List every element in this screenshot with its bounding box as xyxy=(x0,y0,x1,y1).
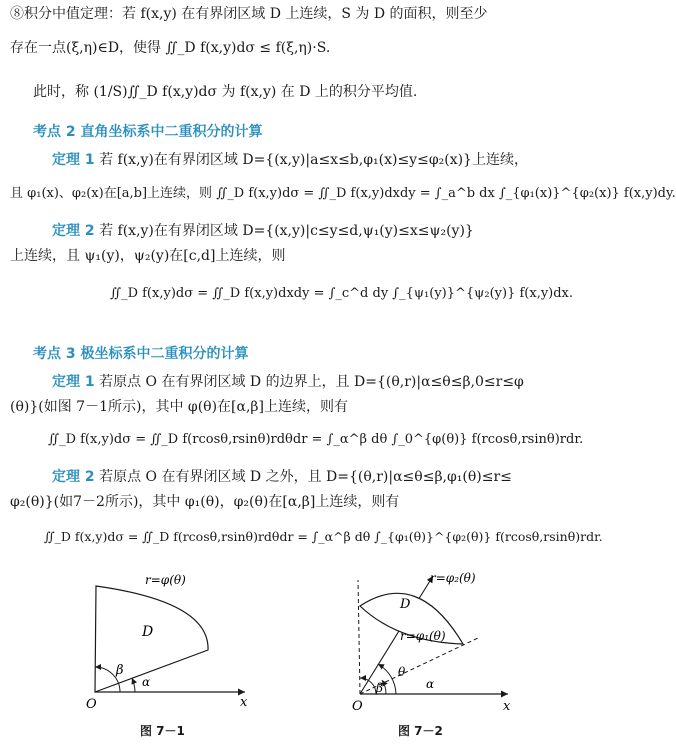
kd2-thm2-formula: ∬_D f(x,y)dσ = ∬_D f(x,y)dxdy = ∫_c^d dy ∫_{ψ₁(y)}^{ψ₂(y)} f(x,y)dx. xyxy=(110,286,574,301)
fig2-x-label: x xyxy=(503,699,511,714)
kd3-thm2-line1 xyxy=(52,467,512,487)
section-title-kaodian3: 考点 3 极坐标系中二重积分的计算 xyxy=(33,346,249,362)
figure-7-1-caption: 图 7－1 xyxy=(140,724,185,738)
fig2-beta-arc xyxy=(360,678,376,694)
fig2-outer-label: r=φ₂(θ) xyxy=(430,571,476,585)
item8-line2: 存在一点(ξ,η)∈D，使得 ∬_D f(x,y)dσ ≤ f(ξ,η)·S. xyxy=(10,40,331,56)
fig2-beta-ray xyxy=(358,580,360,694)
fig1-alpha-arc xyxy=(132,678,135,692)
fig1-region-label: D xyxy=(142,624,154,640)
fig1-origin-label: O xyxy=(86,697,97,712)
item8-line1: ⑧积分中值定理：若 f(x,y) 在有界闭区域 D 上连续，S 为 D 的面积，则至少 xyxy=(10,6,488,22)
kd2-thm1-text1: 若 f(x,y)在有界闭区域 D={(x,y)|a≤x≤b,φ₁(x)≤y≤φ₂(x)}上连续， xyxy=(99,152,528,168)
kd3-thm1-line2: (θ)}(如图 7－1所示)，其中 φ(θ)在[α,β]上连续，则有 xyxy=(10,399,348,415)
kd2-thm1-label: 定理 1 xyxy=(52,152,95,168)
kd2-thm2-line1 xyxy=(52,221,474,241)
kd3-thm2-label: 定理 2 xyxy=(52,469,95,485)
kd3-thm1-line1 xyxy=(52,372,524,392)
item8-line3: 此时，称 (1/S)∬_D f(x,y)dσ 为 f(x,y) 在 D 上的积分平均值. xyxy=(33,84,418,100)
fig2-inner-label: r=φ₁(θ) xyxy=(400,629,446,643)
kd2-thm2-label: 定理 2 xyxy=(52,223,95,239)
kd3-thm1-formula: ∬_D f(x,y)dσ = ∬_D f(rcosθ,rsinθ)rdθdr = ∫_α^β dθ ∫_0^{φ(θ)} f(rcosθ,rsinθ)rdr. xyxy=(48,432,584,447)
kd3-thm2-line2: φ₂(θ)}(如7－2所示)，其中 φ₁(θ)，φ₂(θ)在[α,β]上连续，则有 xyxy=(10,494,400,510)
fig2-theta-label: θ xyxy=(398,665,406,679)
kd2-thm2-text1: 若 f(x,y)在有界闭区域 D={(x,y)|c≤y≤d,ψ₁(y)≤x≤ψ₂(y)} xyxy=(99,223,474,239)
section-title-kaodian2: 考点 2 直角坐标系中二重积分的计算 xyxy=(33,124,263,140)
fig1-x-label: x xyxy=(240,695,248,710)
kd2-thm2-line2: 上连续，且 ψ₁(y)，ψ₂(y)在[c,d]上连续，则 xyxy=(10,248,286,264)
fig2-alpha-label: α xyxy=(426,677,435,691)
fig2-origin-label: O xyxy=(352,699,363,714)
figure-7-2-caption: 图 7－2 xyxy=(398,724,443,738)
fig2-region-label: D xyxy=(400,597,411,612)
kd2-thm1-line1 xyxy=(52,150,528,170)
fig2-beta-label: β xyxy=(376,681,383,695)
kd3-thm1-label: 定理 1 xyxy=(52,374,95,390)
kd3-thm2-formula: ∬_D f(x,y)dσ = ∬_D f(rcosθ,rsinθ)rdθdr = ∫_α^β dθ ∫_{φ₁(θ)}^{φ₂(θ)} f(rcosθ,rsinθ)rdr. xyxy=(44,529,603,544)
fig1-beta-label: β xyxy=(116,663,124,678)
kd3-thm2-text1: 若原点 O 在有界闭区域 D 之外，且 D={(θ,r)|α≤θ≤β,φ₁(θ)≤r≤ xyxy=(99,469,512,485)
kd3-thm1-text1: 若原点 O 在有界闭区域 D 的边界上，且 D={(θ,r)|α≤θ≤β,0≤r≤φ xyxy=(99,374,524,390)
kd2-thm1-line2: 且 φ₁(x)、φ₂(x)在[a,b]上连续，则 ∬_D f(x,y)dσ = ∬_D f(x,y)dxdy = ∫_a^b dx ∫_{φ₁(x)}^{φ₂(x)} f(x,y)dy. xyxy=(10,186,676,201)
fig1-curve-label: r=φ(θ) xyxy=(145,573,186,587)
fig1-alpha-label: α xyxy=(142,675,151,689)
figure-7-2 xyxy=(338,570,528,720)
figure-7-1 xyxy=(60,572,260,722)
